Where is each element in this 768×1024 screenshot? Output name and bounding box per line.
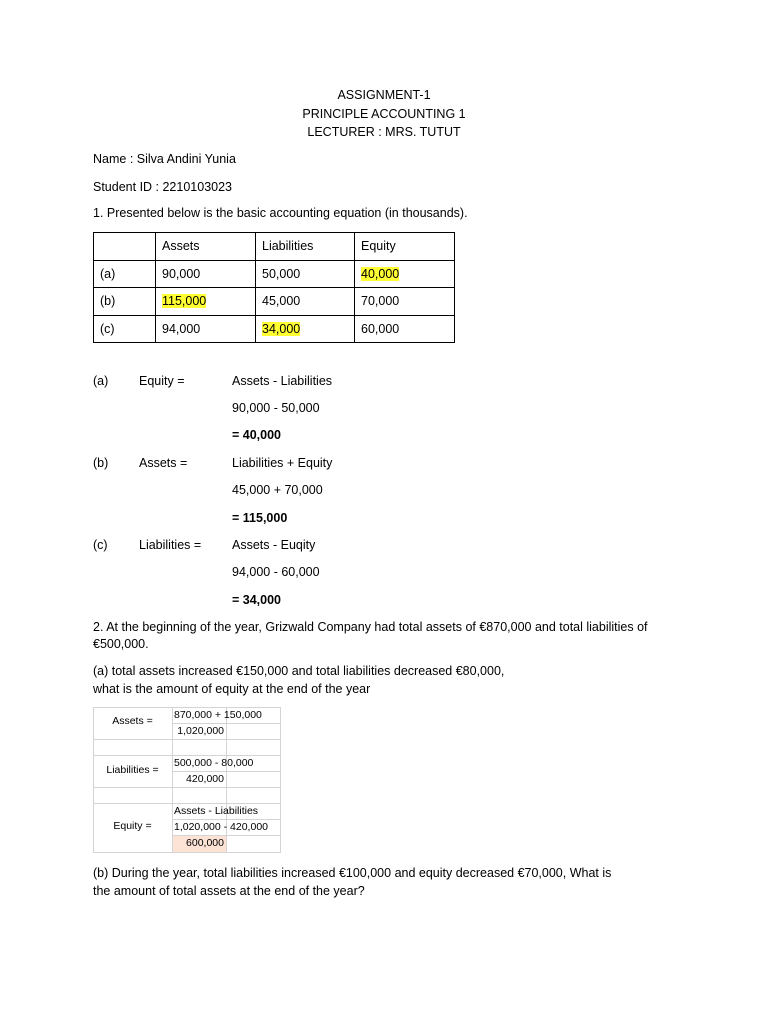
answer-c-tag: (c) xyxy=(93,538,108,552)
assignment-title: ASSIGNMENT-1 xyxy=(337,88,431,102)
table-cell xyxy=(256,315,355,343)
spreadsheet-snippet xyxy=(93,707,281,853)
table-cell xyxy=(355,260,455,288)
answer-a-formula: Assets - Liabilities xyxy=(232,374,333,388)
answer-c-calc: 94,000 - 60,000 xyxy=(232,565,320,579)
table-cell: 45,000 xyxy=(256,288,355,316)
question-2-prompt-line1: 2. At the beginning of the year, Grizwald Company had total assets of €870,000 and total liabilities of xyxy=(93,620,648,634)
grid-line xyxy=(93,803,281,804)
grid-line xyxy=(172,819,281,820)
answer-b-tag: (b) xyxy=(93,456,109,470)
table-cell: 50,000 xyxy=(256,260,355,288)
table-row xyxy=(94,260,455,288)
lecturer-line: LECTURER : MRS. TUTUT xyxy=(307,125,461,139)
table-cell xyxy=(156,288,256,316)
sheet-equity-formula: Assets - Liabilities xyxy=(174,805,259,817)
answer-c-result: = 34,000 xyxy=(232,593,282,607)
table-cell: 70,000 xyxy=(355,288,455,316)
grid-line xyxy=(93,755,281,756)
question-2a-line2: what is the amount of equity at the end of the year xyxy=(93,682,371,696)
table-row xyxy=(94,288,455,316)
answer-c-formula: Assets - Euqity xyxy=(232,538,316,552)
grid-line xyxy=(172,707,173,853)
table-header-assets: Assets xyxy=(156,233,256,261)
sheet-assets-calc: 870,000 + 150,000 xyxy=(174,709,262,721)
question-1-prompt: 1. Presented below is the basic accounting equation (in thousands). xyxy=(93,206,468,220)
answer-a-label: Equity = xyxy=(139,374,185,388)
grid-line xyxy=(280,707,281,853)
table-cell: 94,000 xyxy=(156,315,256,343)
grid-line xyxy=(172,723,281,724)
grid-line xyxy=(93,739,281,740)
sheet-liabilities-label: Liabilities = xyxy=(106,764,159,776)
highlighted-answer: 115,000 xyxy=(162,294,207,309)
answer-b-formula: Liabilities + Equity xyxy=(232,456,333,470)
grid-line xyxy=(93,707,281,708)
question-2a-line1: (a) total assets increased €150,000 and total liabilities decreased €80,000, xyxy=(93,664,505,678)
sheet-equity-result: 600,000 xyxy=(186,837,224,849)
answer-a-result: = 40,000 xyxy=(232,428,282,442)
highlighted-answer: 40,000 xyxy=(361,266,400,281)
sheet-assets-result: 1,020,000 xyxy=(177,725,224,737)
table-header-row xyxy=(94,233,455,261)
student-name: Name : Silva Andini Yunia xyxy=(93,152,236,166)
grid-line xyxy=(172,835,281,836)
answer-a-tag: (a) xyxy=(93,374,109,388)
table-cell: (c) xyxy=(94,315,156,343)
sheet-liabilities-result: 420,000 xyxy=(186,773,224,785)
sheet-equity-label: Equity = xyxy=(113,820,152,832)
answer-b-result: = 115,000 xyxy=(232,511,288,525)
sheet-liabilities-calc: 500,000 - 80,000 xyxy=(174,757,254,769)
table-cell: 60,000 xyxy=(355,315,455,343)
table-row xyxy=(94,315,455,343)
table-header-equity: Equity xyxy=(355,233,455,261)
sheet-assets-label: Assets = xyxy=(112,715,153,727)
answer-a-calc: 90,000 - 50,000 xyxy=(232,401,320,415)
accounting-equation-table xyxy=(93,232,455,343)
grid-line xyxy=(93,787,281,788)
answer-c-label: Liabilities = xyxy=(139,538,202,552)
highlighted-answer: 34,000 xyxy=(262,321,301,336)
answer-b-label: Assets = xyxy=(139,456,188,470)
table-cell: 90,000 xyxy=(156,260,256,288)
answer-b-calc: 45,000 + 70,000 xyxy=(232,483,323,497)
sheet-equity-calc: 1,020,000 - 420,000 xyxy=(174,821,268,833)
question-2b-line1: (b) During the year, total liabilities increased €100,000 and equity decreased €70,000, What is xyxy=(93,866,612,880)
question-2-prompt-line2: €500,000. xyxy=(93,637,149,651)
course-title: PRINCIPLE ACCOUNTING 1 xyxy=(302,107,466,121)
table-header-liabilities: Liabilities xyxy=(256,233,355,261)
grid-line xyxy=(93,852,281,853)
question-2b-line2: the amount of total assets at the end of the year? xyxy=(93,884,365,898)
table-cell: (b) xyxy=(94,288,156,316)
table-cell xyxy=(94,233,156,261)
student-id: Student ID : 2210103023 xyxy=(93,180,233,194)
table-cell: (a) xyxy=(94,260,156,288)
grid-line xyxy=(172,771,281,772)
